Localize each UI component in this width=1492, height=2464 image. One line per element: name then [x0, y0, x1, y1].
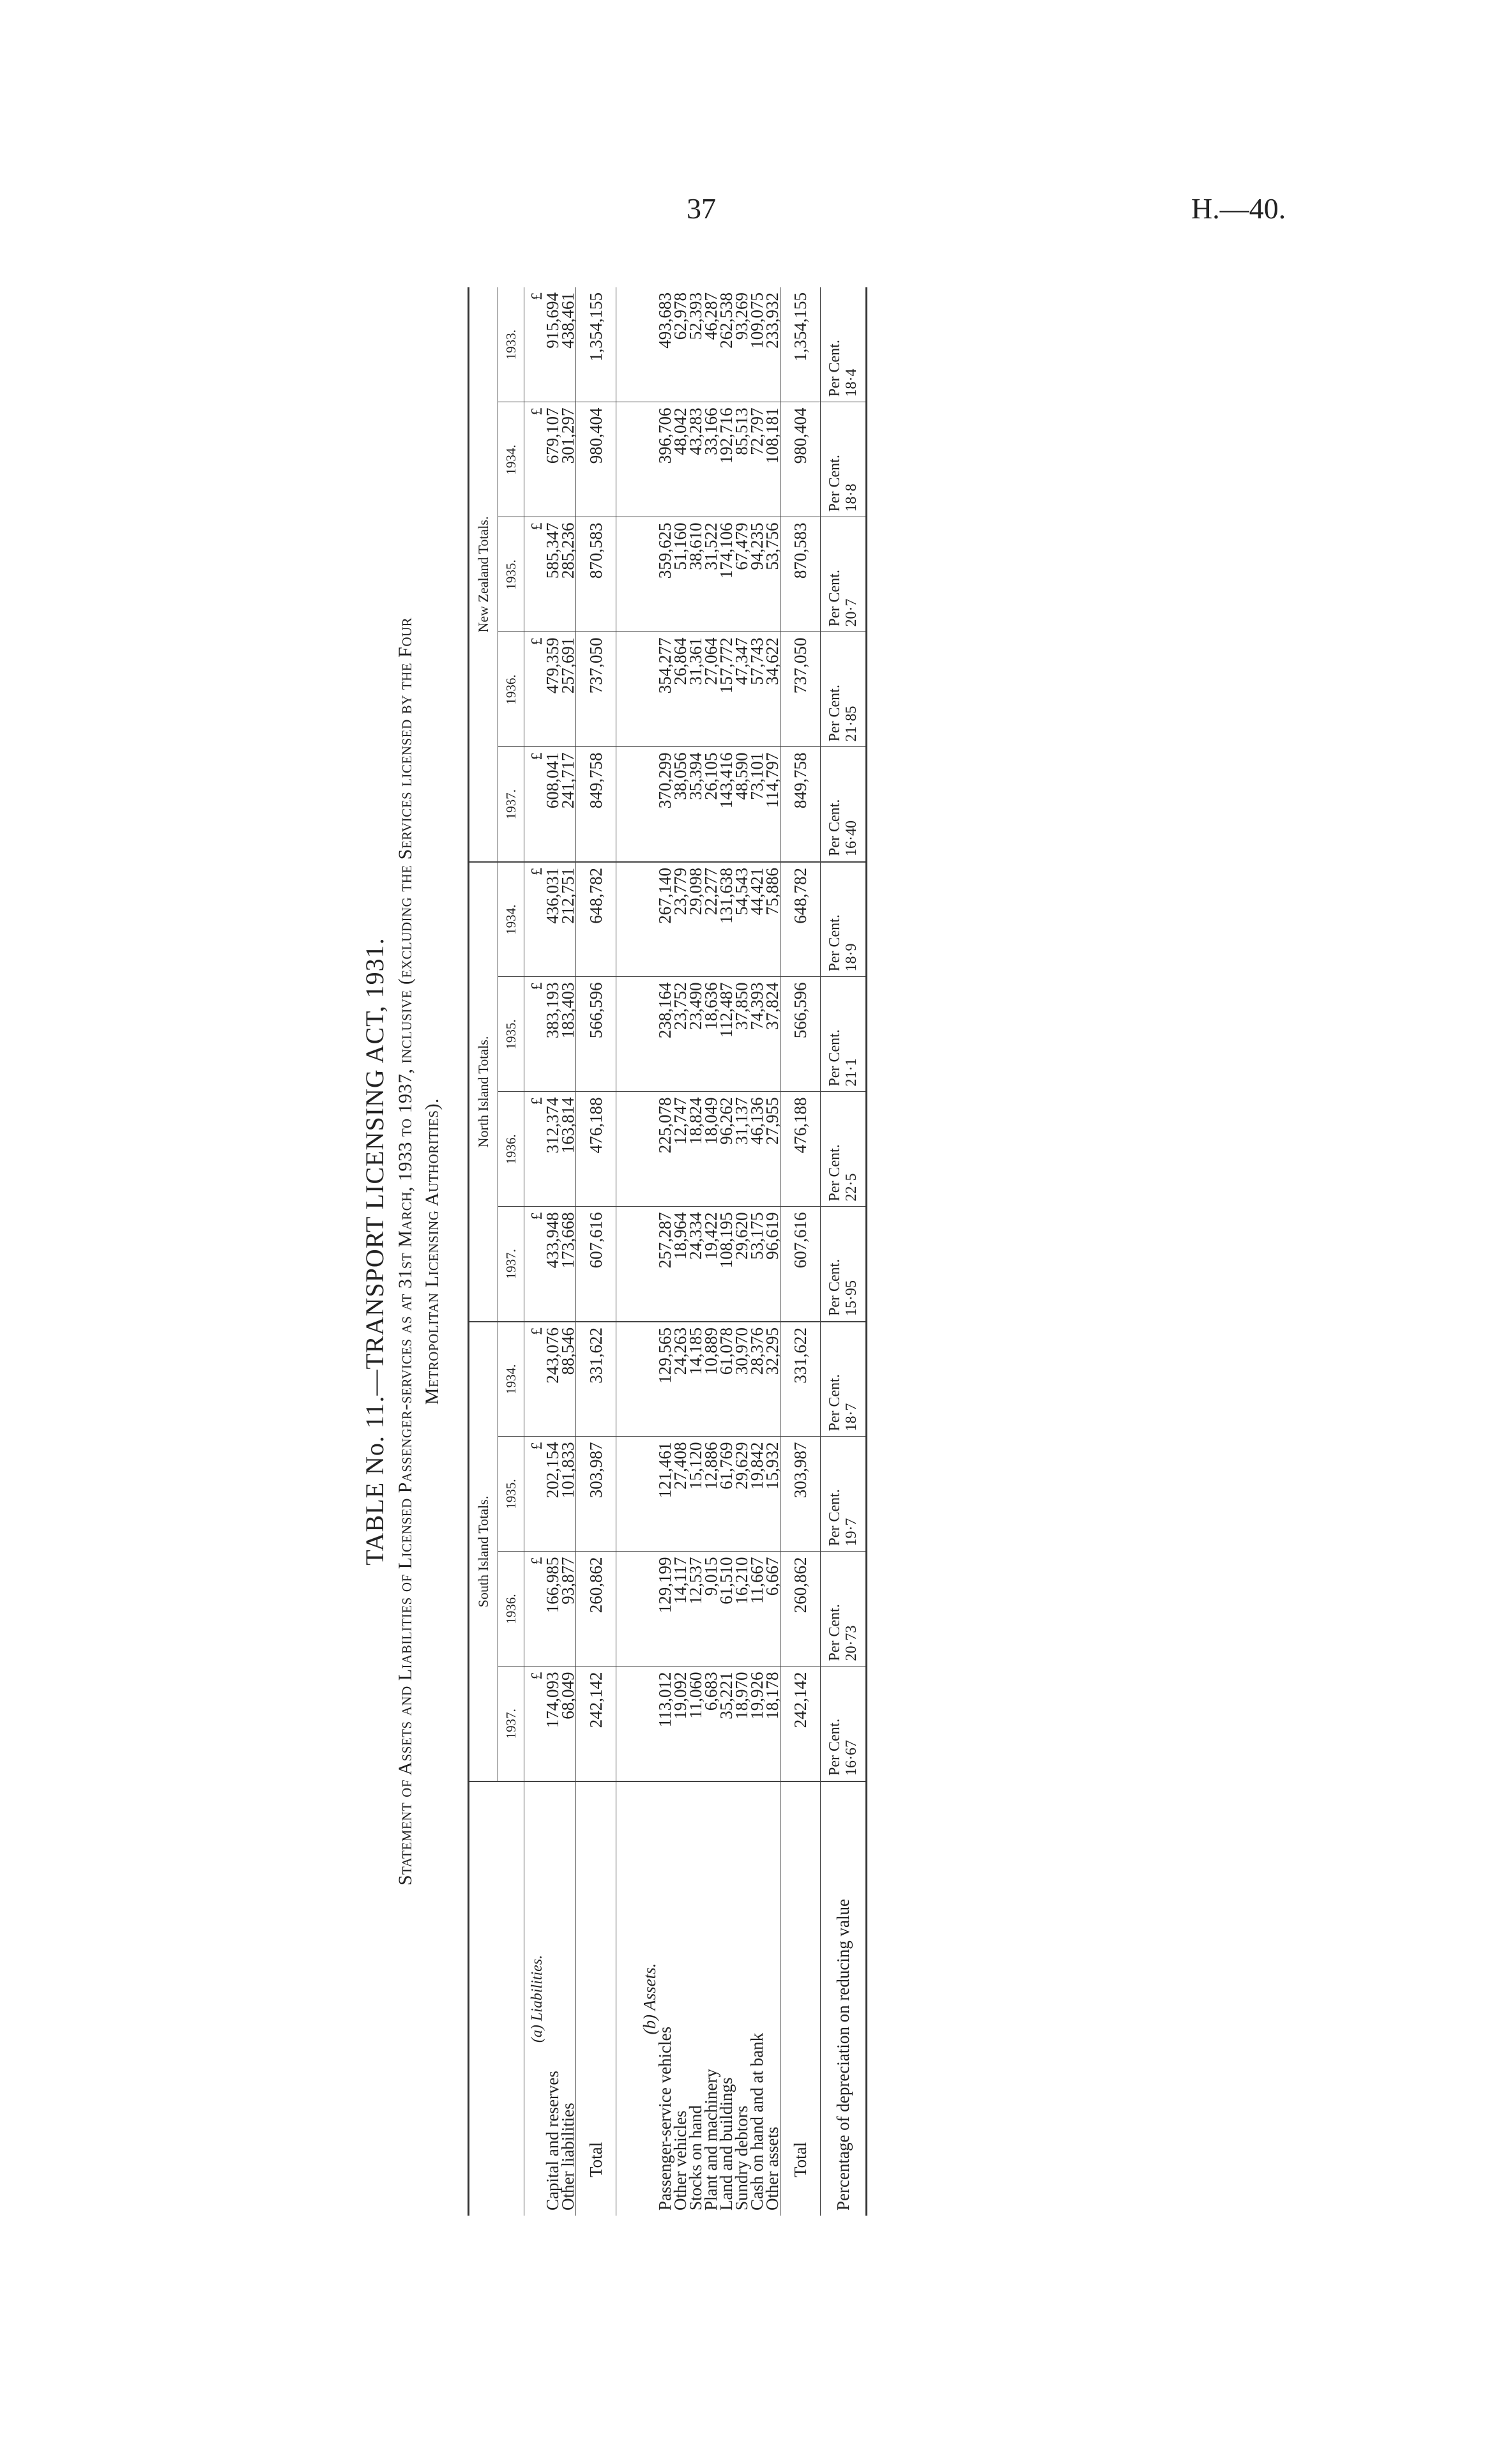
currency-symbol: £ — [524, 632, 545, 747]
value-cell: 24,334 — [688, 1207, 703, 1322]
value-cell: 438,461 — [560, 287, 576, 402]
group-nz: New Zealand Totals. — [469, 287, 498, 862]
value-cell — [821, 1552, 867, 1667]
value-cell: 61,510 — [719, 1552, 734, 1667]
percent-value: 21·1 — [843, 1058, 860, 1087]
value-cell: 131,638 — [719, 862, 734, 977]
value-cell: 312,374 — [545, 1092, 560, 1207]
year-header: 1936. — [498, 1092, 524, 1207]
value-cell: 19,842 — [749, 1437, 765, 1552]
value-cell: 493,683 — [657, 287, 673, 402]
value-cell: 18,636 — [703, 977, 719, 1092]
value-cell — [821, 1437, 867, 1552]
value-cell: 23,752 — [673, 977, 688, 1092]
value-cell: 26,864 — [673, 632, 688, 747]
value-cell: 129,565 — [657, 1322, 673, 1437]
row-label: Sundry debtors — [732, 2105, 751, 2211]
value-cell: 9,015 — [703, 1552, 719, 1667]
value-cell: 737,050 — [780, 632, 821, 747]
year-header: 1934. — [498, 402, 524, 517]
row-label: Plant and machinery — [701, 2069, 720, 2211]
percent-caption: Per Cent. — [826, 570, 843, 627]
value-cell: 18,049 — [703, 1092, 719, 1207]
value-cell — [821, 1092, 867, 1207]
value-cell: 849,758 — [780, 747, 821, 862]
value-cell: 12,537 — [688, 1552, 703, 1667]
value-cell: 354,277 — [657, 632, 673, 747]
currency-symbol: £ — [524, 1552, 545, 1667]
value-cell: 737,050 — [576, 632, 616, 747]
value-cell: 22,277 — [703, 862, 719, 977]
assets-liabilities-table — [468, 287, 867, 2216]
value-cell: 101,833 — [560, 1437, 576, 1552]
value-cell: 242,142 — [576, 1667, 616, 1781]
value-cell: 28,376 — [749, 1322, 765, 1437]
value-cell: 75,886 — [765, 862, 780, 977]
value-cell: 303,987 — [576, 1437, 616, 1552]
value-cell: 19,422 — [703, 1207, 719, 1322]
value-cell: 93,877 — [560, 1552, 576, 1667]
value-cell: 174,106 — [719, 517, 734, 632]
year-header: 1934. — [498, 1322, 524, 1437]
value-cell: 980,404 — [576, 402, 616, 517]
value-cell: 257,691 — [560, 632, 576, 747]
percent-caption: Per Cent. — [826, 455, 843, 512]
value-cell — [821, 1207, 867, 1322]
value-cell: 433,948 — [545, 1207, 560, 1322]
currency-symbol: £ — [524, 862, 545, 977]
year-header: 1935. — [498, 517, 524, 632]
value-cell: 212,751 — [560, 862, 576, 977]
value-cell: 48,042 — [673, 402, 688, 517]
section-assets-heading: (b) Assets. — [640, 1963, 659, 2035]
value-cell: 260,862 — [576, 1552, 616, 1667]
percent-value: 20·7 — [843, 598, 860, 627]
currency-symbol: £ — [524, 1092, 545, 1207]
percent-caption: Per Cent. — [826, 1374, 843, 1432]
rotated-table-block — [358, 287, 1073, 2216]
document-reference: H.—40. — [1191, 192, 1286, 225]
value-cell: 915,694 — [545, 287, 560, 402]
value-cell: 129,199 — [657, 1552, 673, 1667]
percent-caption: Per Cent. — [826, 1718, 843, 1776]
section-liabilities-heading: (a) Liabilities. — [529, 1954, 545, 2043]
value-cell: 18,970 — [734, 1667, 749, 1781]
value-cell: 243,076 — [545, 1322, 560, 1437]
currency-symbol: £ — [524, 287, 545, 402]
value-cell: 23,779 — [673, 862, 688, 977]
value-cell: 980,404 — [780, 402, 821, 517]
value-cell: 566,596 — [780, 977, 821, 1092]
subtitle-line-2: Metropolitan Licensing Authorities). — [422, 1098, 443, 1405]
value-cell: 10,889 — [703, 1322, 719, 1437]
value-cell: 74,393 — [749, 977, 765, 1092]
value-cell: 62,978 — [673, 287, 688, 402]
value-cell: 52,393 — [688, 287, 703, 402]
value-cell: 96,619 — [765, 1207, 780, 1322]
row-label: Passenger-service vehicles — [655, 2026, 674, 2211]
value-cell: 383,193 — [545, 977, 560, 1092]
value-cell: 31,137 — [734, 1092, 749, 1207]
group-south: South Island Totals. — [469, 1322, 498, 1781]
value-cell: 18,178 — [765, 1667, 780, 1781]
value-cell: 15,932 — [765, 1437, 780, 1552]
currency-symbol: £ — [524, 1322, 545, 1437]
value-cell: 12,886 — [703, 1437, 719, 1552]
value-cell: 11,060 — [688, 1667, 703, 1781]
value-cell: 114,797 — [765, 747, 780, 862]
value-cell: 67,479 — [734, 517, 749, 632]
value-cell: 30,970 — [734, 1322, 749, 1437]
value-cell: 6,683 — [703, 1667, 719, 1781]
value-cell: 174,093 — [545, 1667, 560, 1781]
value-cell: 24,263 — [673, 1322, 688, 1437]
value-cell — [821, 977, 867, 1092]
value-cell: 48,590 — [734, 747, 749, 862]
value-cell: 29,098 — [688, 862, 703, 977]
percent-value: 16·40 — [843, 820, 860, 856]
year-header: 1937. — [498, 1667, 524, 1781]
value-cell: 108,195 — [719, 1207, 734, 1322]
value-cell: 38,610 — [688, 517, 703, 632]
value-cell — [821, 1667, 867, 1781]
value-cell: 267,140 — [657, 862, 673, 977]
value-cell — [821, 1322, 867, 1437]
value-cell: 33,166 — [703, 402, 719, 517]
percent-value: 18·7 — [843, 1403, 860, 1432]
value-cell: 44,421 — [749, 862, 765, 977]
value-cell: 242,142 — [780, 1667, 821, 1781]
value-cell — [821, 747, 867, 862]
row-label: Land and buildings — [717, 2077, 736, 2211]
value-cell: 37,850 — [734, 977, 749, 1092]
group-header-row — [469, 287, 498, 2216]
value-cell: 331,622 — [780, 1322, 821, 1437]
table-row-other-liab — [560, 287, 576, 2216]
value-cell: 257,287 — [657, 1207, 673, 1322]
currency-symbol: £ — [524, 747, 545, 862]
value-cell: 61,769 — [719, 1437, 734, 1552]
value-cell — [821, 517, 867, 632]
value-cell: 18,964 — [673, 1207, 688, 1322]
value-cell: 608,041 — [545, 747, 560, 862]
assets-heading-row — [616, 287, 658, 2216]
value-cell: 35,221 — [719, 1667, 734, 1781]
value-cell: 43,283 — [688, 402, 703, 517]
value-cell: 238,164 — [657, 977, 673, 1092]
value-cell: 1,354,155 — [780, 287, 821, 402]
value-cell: 109,075 — [749, 287, 765, 402]
subtitle-line-1: Statement of Assets and Liabilities of Licensed Passenger-services as at 31st March, 1933 to 1937, inclusive (excluding the Services licensed by the Four — [395, 617, 416, 1886]
value-cell: 53,175 — [749, 1207, 765, 1322]
value-cell: 14,185 — [688, 1322, 703, 1437]
value-cell: 72,797 — [749, 402, 765, 517]
page-number: 37 — [687, 192, 716, 225]
row-label: Percentage of depreciation on reducing value — [834, 1898, 853, 2211]
row-label: Cash on hand and at bank — [747, 2032, 766, 2211]
currency-row — [524, 287, 545, 2216]
value-cell — [821, 632, 867, 747]
value-cell: 396,706 — [657, 402, 673, 517]
year-header: 1937. — [498, 747, 524, 862]
value-cell: 38,056 — [673, 747, 688, 862]
table-row-total2 — [780, 287, 821, 2216]
value-cell: 113,012 — [657, 1667, 673, 1781]
year-header: 1936. — [498, 632, 524, 747]
percent-value: 21·85 — [843, 706, 860, 742]
value-cell: 54,543 — [734, 862, 749, 977]
percent-caption: Per Cent. — [826, 1489, 843, 1546]
percent-value: 15·95 — [843, 1280, 860, 1316]
value-cell: 68,049 — [560, 1667, 576, 1781]
row-label: Total — [576, 1781, 616, 2216]
value-cell: 1,354,155 — [576, 287, 616, 402]
value-cell: 29,629 — [734, 1437, 749, 1552]
value-cell: 202,154 — [545, 1437, 560, 1552]
value-cell: 37,824 — [765, 977, 780, 1092]
value-cell: 285,236 — [560, 517, 576, 632]
row-label: Other liabilities — [558, 2103, 577, 2211]
value-cell: 19,926 — [749, 1667, 765, 1781]
value-cell: 27,408 — [673, 1437, 688, 1552]
value-cell — [821, 402, 867, 517]
currency-symbol: £ — [524, 977, 545, 1092]
group-north: North Island Totals. — [469, 862, 498, 1322]
row-label: Total — [780, 1781, 821, 2216]
row-label: Capital and reserves — [543, 2071, 562, 2211]
value-cell: 679,107 — [545, 402, 560, 517]
value-cell: 18,824 — [688, 1092, 703, 1207]
value-cell: 262,538 — [719, 287, 734, 402]
value-cell: 870,583 — [576, 517, 616, 632]
value-cell: 301,297 — [560, 402, 576, 517]
value-cell: 53,756 — [765, 517, 780, 632]
value-cell: 16,210 — [734, 1552, 749, 1667]
value-cell: 143,416 — [719, 747, 734, 862]
value-cell: 370,299 — [657, 747, 673, 862]
value-cell: 192,716 — [719, 402, 734, 517]
percent-value: 18·9 — [843, 943, 860, 972]
year-header: 1935. — [498, 977, 524, 1092]
value-cell: 173,668 — [560, 1207, 576, 1322]
value-cell: 163,814 — [560, 1092, 576, 1207]
value-cell: 46,287 — [703, 287, 719, 402]
value-cell: 648,782 — [576, 862, 616, 977]
value-cell: 19,092 — [673, 1667, 688, 1781]
value-cell: 476,188 — [576, 1092, 616, 1207]
currency-symbol: £ — [524, 517, 545, 632]
value-cell: 31,361 — [688, 632, 703, 747]
value-cell: 27,064 — [703, 632, 719, 747]
percent-value: 16·67 — [843, 1740, 860, 1776]
percent-caption: Per Cent. — [826, 1604, 843, 1661]
percent-caption: Per Cent. — [826, 1144, 843, 1202]
value-cell: 23,490 — [688, 977, 703, 1092]
value-cell: 94,235 — [749, 517, 765, 632]
year-header: 1934. — [498, 862, 524, 977]
value-cell: 12,747 — [673, 1092, 688, 1207]
value-cell: 96,262 — [719, 1092, 734, 1207]
percent-caption: Per Cent. — [826, 1258, 843, 1316]
value-cell: 46,136 — [749, 1092, 765, 1207]
value-cell: 85,513 — [734, 402, 749, 517]
label-header — [469, 1781, 524, 2216]
value-cell: 183,403 — [560, 977, 576, 1092]
value-cell: 73,101 — [749, 747, 765, 862]
value-cell: 57,743 — [749, 632, 765, 747]
value-cell: 260,862 — [780, 1552, 821, 1667]
value-cell: 108,181 — [765, 402, 780, 517]
percent-value: 20·73 — [843, 1625, 860, 1661]
year-header: 1937. — [498, 1207, 524, 1322]
table-row-total1 — [576, 287, 616, 2216]
value-cell: 61,078 — [719, 1322, 734, 1437]
percent-caption: Per Cent. — [826, 914, 843, 972]
row-label: Other vehicles — [671, 2110, 690, 2211]
table-title: TABLE No. 11.—TRANSPORT LICENSING ACT, 1931. — [360, 937, 389, 1566]
value-cell: 607,616 — [576, 1207, 616, 1322]
percent-caption: Per Cent. — [826, 1029, 843, 1087]
row-label: Stocks on hand — [686, 2105, 705, 2211]
table-row-other-assets — [765, 287, 780, 2216]
value-cell: 11,667 — [749, 1552, 765, 1667]
value-cell: 870,583 — [780, 517, 821, 632]
currency-symbol: £ — [524, 1667, 545, 1781]
value-cell — [821, 862, 867, 977]
value-cell: 32,295 — [765, 1322, 780, 1437]
value-cell: 31,522 — [703, 517, 719, 632]
value-cell: 27,955 — [765, 1092, 780, 1207]
value-cell: 849,758 — [576, 747, 616, 862]
currency-symbol: £ — [524, 1207, 545, 1322]
value-cell: 112,487 — [719, 977, 734, 1092]
value-cell: 26,105 — [703, 747, 719, 862]
percent-caption: Per Cent. — [826, 340, 843, 397]
value-cell: 6,667 — [765, 1552, 780, 1667]
value-cell: 479,359 — [545, 632, 560, 747]
value-cell: 35,394 — [688, 747, 703, 862]
year-header: 1935. — [498, 1437, 524, 1552]
value-cell: 331,622 — [576, 1322, 616, 1437]
value-cell: 566,596 — [576, 977, 616, 1092]
value-cell: 436,031 — [545, 862, 560, 977]
value-cell: 121,461 — [657, 1437, 673, 1552]
currency-symbol: £ — [524, 1437, 545, 1552]
table-row-pct — [821, 287, 867, 2216]
value-cell: 14,117 — [673, 1552, 688, 1667]
row-label: Other assets — [763, 2126, 782, 2211]
percent-value: 18·4 — [843, 368, 860, 397]
year-header: 1933. — [498, 287, 524, 402]
percent-value: 22·5 — [843, 1173, 860, 1202]
percent-caption: Per Cent. — [826, 684, 843, 742]
value-cell — [821, 287, 867, 402]
percent-value: 18·8 — [843, 483, 860, 512]
value-cell: 47,347 — [734, 632, 749, 747]
percent-caption: Per Cent. — [826, 799, 843, 856]
value-cell: 93,269 — [734, 287, 749, 402]
value-cell: 359,625 — [657, 517, 673, 632]
year-header: 1936. — [498, 1552, 524, 1667]
percent-value: 19·7 — [843, 1518, 860, 1546]
currency-symbol: £ — [524, 402, 545, 517]
value-cell: 241,717 — [560, 747, 576, 862]
value-cell: 88,546 — [560, 1322, 576, 1437]
value-cell: 648,782 — [780, 862, 821, 977]
value-cell: 29,620 — [734, 1207, 749, 1322]
value-cell: 15,120 — [688, 1437, 703, 1552]
table-subtitle — [392, 287, 451, 2216]
value-cell: 225,078 — [657, 1092, 673, 1207]
value-cell: 303,987 — [780, 1437, 821, 1552]
value-cell: 585,347 — [545, 517, 560, 632]
value-cell: 607,616 — [780, 1207, 821, 1322]
value-cell: 233,932 — [765, 287, 780, 402]
value-cell: 166,985 — [545, 1552, 560, 1667]
value-cell: 157,772 — [719, 632, 734, 747]
value-cell: 34,622 — [765, 632, 780, 747]
value-cell: 51,160 — [673, 517, 688, 632]
value-cell: 476,188 — [780, 1092, 821, 1207]
